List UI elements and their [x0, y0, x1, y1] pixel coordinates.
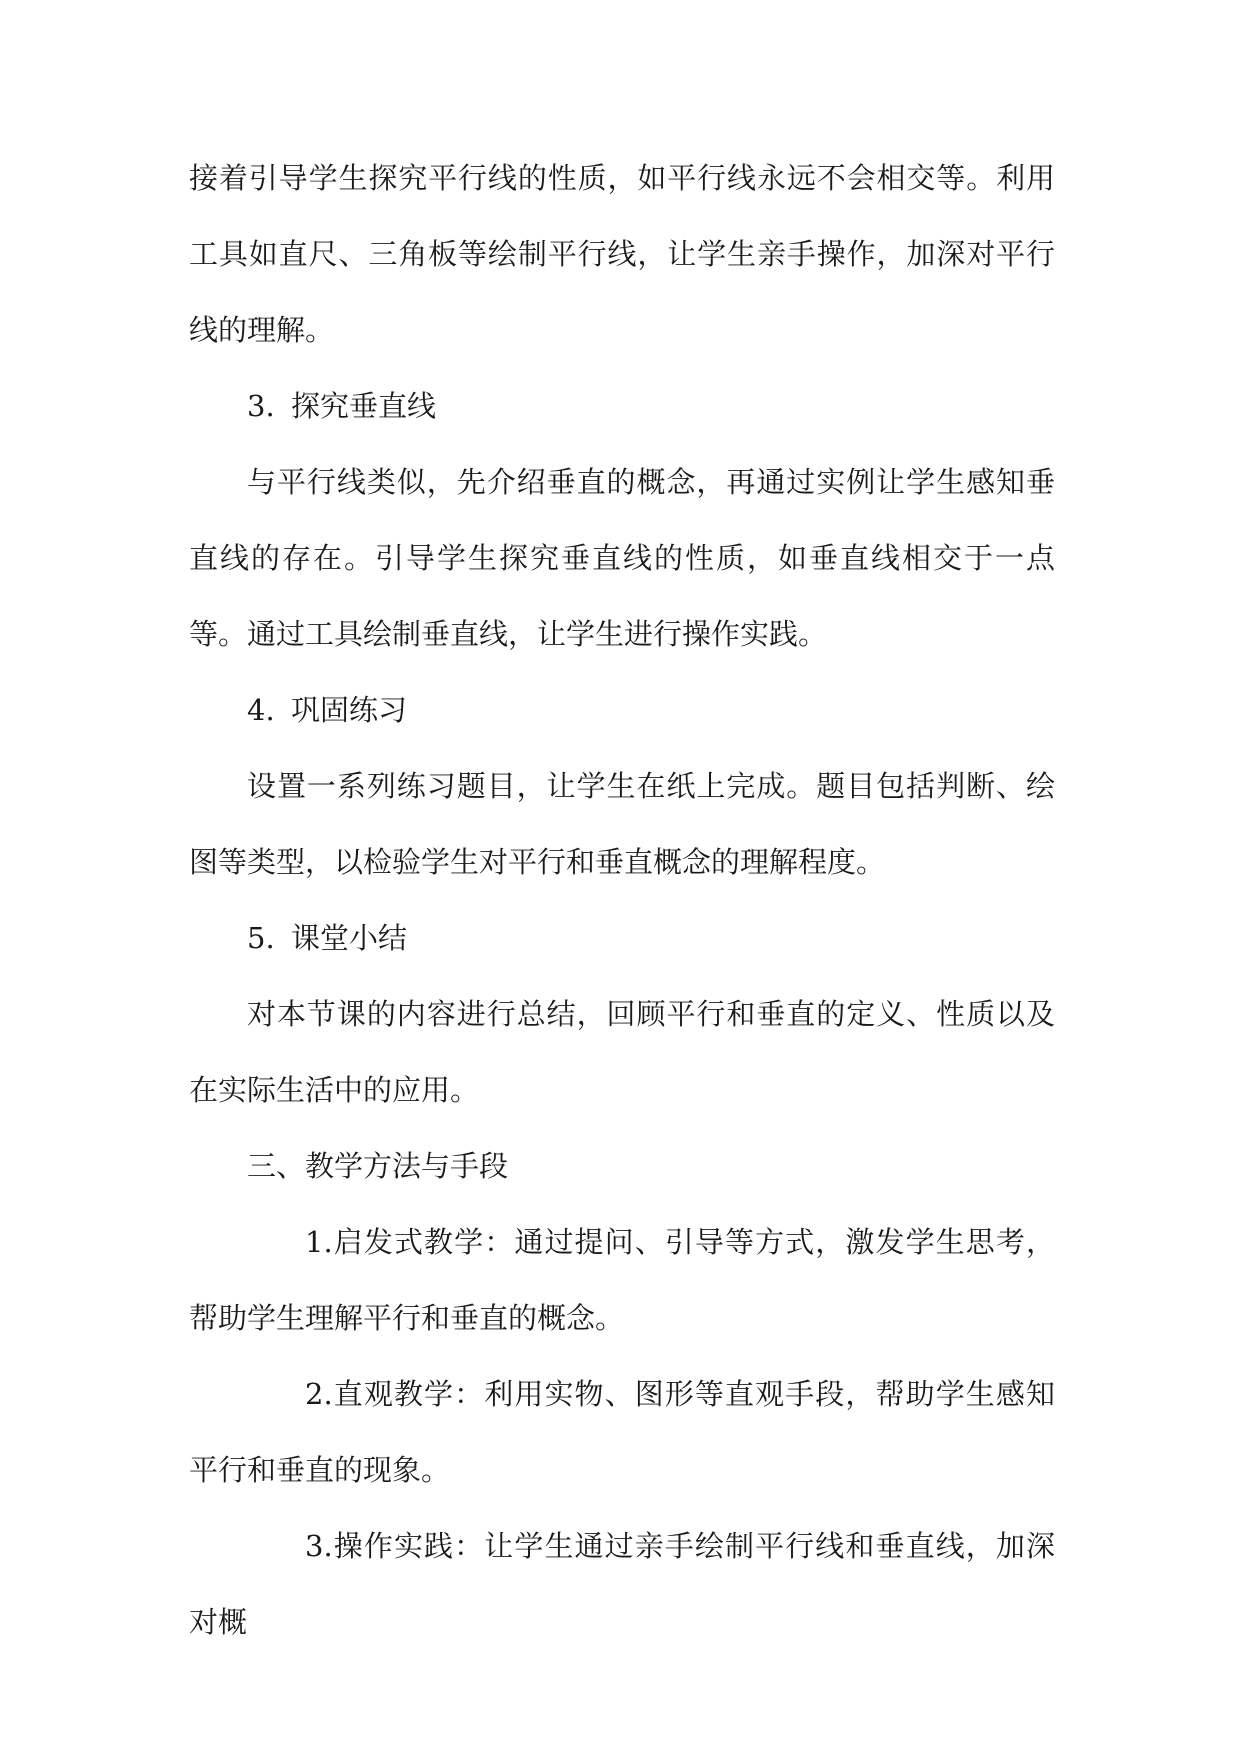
heading-number: 5. [247, 921, 275, 955]
heading-number: 3. [247, 389, 275, 423]
heading-title: 课堂小结 [291, 921, 408, 955]
section-heading-methods: 三、教学方法与手段 [247, 1149, 509, 1183]
paragraph-perpendicular: 与平行线类似，先介绍垂直的概念，再通过实例让学生感知垂直线的存在。引导学生探究垂直线的性质，如垂直线相交于一点等。通过工具绘制垂直线，让学生进行操作实践。 [189, 465, 1055, 651]
heading-number: 4. [247, 693, 275, 727]
heading-practice [189, 672, 1055, 748]
method-number: 1. [305, 1225, 333, 1259]
method-number: 3. [305, 1529, 333, 1563]
heading-title: 巩固练习 [291, 693, 408, 727]
method-item-hands-on [189, 1508, 1055, 1660]
heading-explore-perpendicular [189, 368, 1055, 444]
method-item-intuitive [189, 1356, 1055, 1508]
method-text: 直观教学：利用实物、图形等直观手段，帮助学生感知平行和垂直的现象。 [189, 1377, 1055, 1487]
document-body [189, 140, 1055, 1660]
heading-summary [189, 900, 1055, 976]
paragraph-practice: 设置一系列练习题目，让学生在纸上完成。题目包括判断、绘图等类型，以检验学生对平行和垂直概念的理解程度。 [189, 769, 1055, 879]
paragraph-parallel-properties: 接着引导学生探究平行线的性质，如平行线永远不会相交等。利用工具如直尺、三角板等绘制平行线，让学生亲手操作，加深对平行线的理解。 [189, 161, 1055, 347]
method-text: 操作实践：让学生通过亲手绘制平行线和垂直线，加深对概 [189, 1529, 1055, 1639]
heading-title: 探究垂直线 [291, 389, 437, 423]
paragraph-summary: 对本节课的内容进行总结，回顾平行和垂直的定义、性质以及在实际生活中的应用。 [189, 997, 1055, 1107]
method-text: 启发式教学：通过提问、引导等方式，激发学生思考，帮助学生理解平行和垂直的概念。 [189, 1225, 1055, 1335]
method-item-heuristic [189, 1204, 1055, 1356]
method-number: 2. [305, 1377, 333, 1411]
